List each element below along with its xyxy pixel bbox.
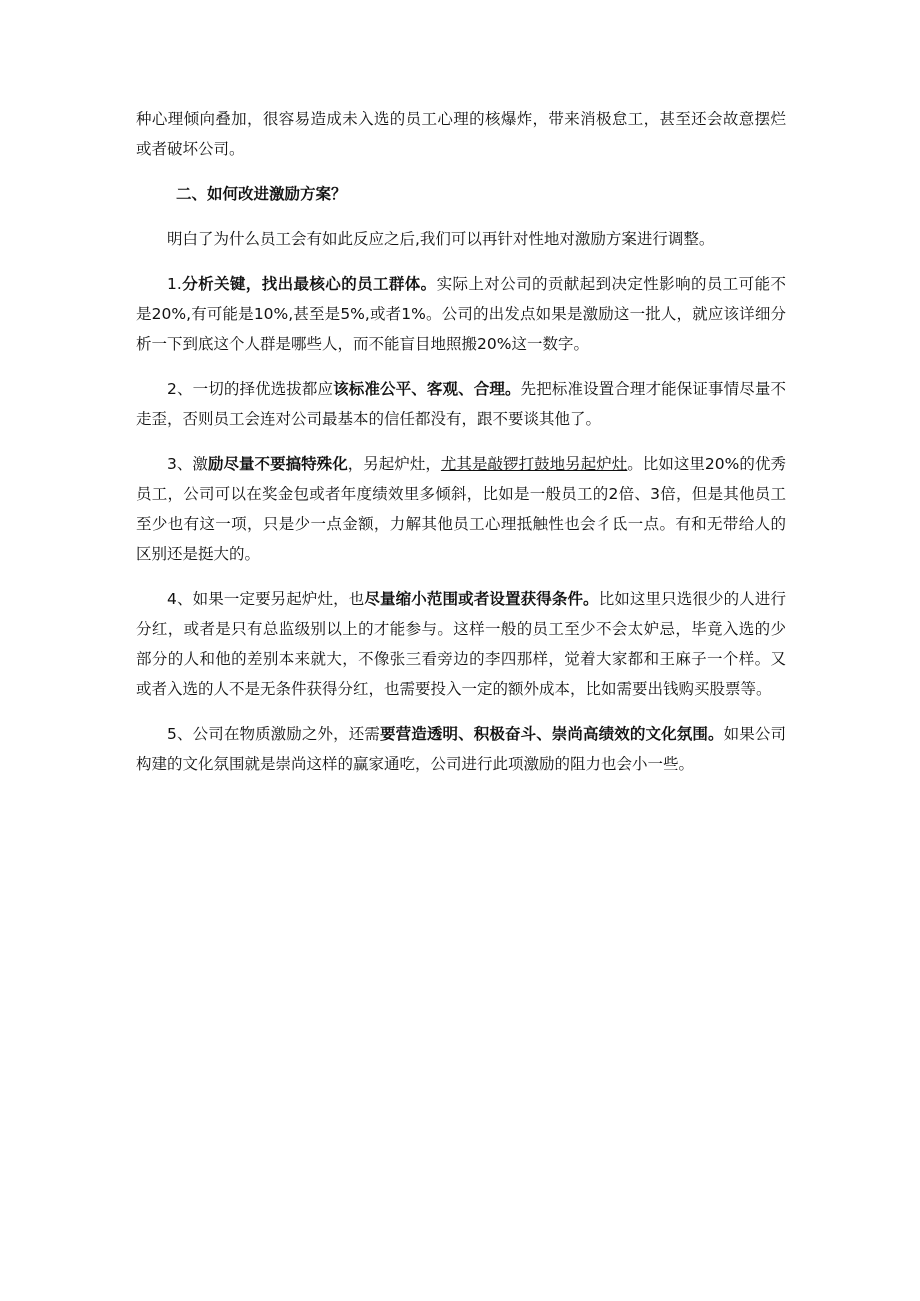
paragraph-item-2 (136, 374, 786, 434)
paragraph-item-1 (136, 269, 786, 359)
item-3-text: 。比如这里20%的优秀员工，公司可以在奖金包或者年度绩效里多倾斜，比如是一般员工的2倍、3倍，但是其他员工至少也有这一项，只是少一点金额，力解其他员工心理抵触性也会彳氐一点。有和无带给人的区别还是挺大的。 (136, 455, 786, 563)
item-5-text: 如果公司构建的文化氛围就是崇尚这样的赢家通吃，公司进行此项激励的阻力也会小一些。 (136, 725, 786, 773)
paragraph-intro: 明白了为什么员工会有如此反应之后,我们可以再针对性地对激励方案进行调整。 (167, 230, 715, 248)
item-3-bold: 励尽量不要搞特殊化 (207, 455, 348, 473)
paragraph-continuation: 种心理倾向叠加，很容易造成未入选的员工心理的核爆炸，带来消极怠工，甚至还会故意摆烂或者破坏公司。 (136, 110, 786, 158)
paragraph-item-3 (136, 449, 786, 569)
item-3-prefix: 3、激 (167, 455, 208, 473)
section-heading: 二、如何改进激励方案？ (176, 185, 347, 203)
item-4-prefix: 4、如果一定要另起炉灶，也 (167, 590, 365, 608)
item-3-middle: ，另起炉灶， (347, 455, 441, 473)
item-4-text: 比如这里只选很少的人进行分红，或者是只有总监级别以上的才能参与。这样一般的员工至少不会太妒忌，毕竟入选的少部分的人和他的差别本来就大，不像张三看旁边的李四那样，觉着大家都和王麻子一个样。又或者入选的人不是无条件获得分红，也需要投入一定的额外成本，比如需要出钱购买股票等。 (136, 590, 786, 698)
item-5-prefix: 5、公司在物质激励之外，还需 (167, 725, 381, 743)
item-2-prefix: 2、一切的择优选拔都应 (167, 380, 334, 398)
paragraph-item-5 (136, 719, 786, 779)
item-1-text: 实际上对公司的贡献起到决定性影响的员工可能不是20%,有可能是10%,甚至是5%,或者1%。公司的出发点如果是激励这一批人，就应该详细分析一下到底这个人群是哪些人，而不能盲目地照搬20%这一数字。 (136, 275, 786, 353)
item-1-number: 1. (167, 275, 182, 293)
item-2-text: 先把标准设置合理才能保证事情尽量不走歪，否则员工会连对公司最基本的信任都没有，跟不要谈其他了。 (136, 380, 786, 428)
item-1-bold: 分析关键，找出最核心的员工群体。 (181, 275, 437, 293)
item-3-underlined: 尤其是敲锣打鼓地另起炉灶 (440, 455, 628, 473)
document-body (136, 104, 786, 794)
item-4-bold: 尽量缩小范围或者设置获得条件。 (364, 590, 599, 608)
item-2-bold: 该标准公平、客观、合理。 (333, 380, 521, 398)
item-5-bold: 要营造透明、积极奋斗、崇尚高绩效的文化氛围。 (380, 725, 724, 743)
paragraph-item-4 (136, 584, 786, 704)
